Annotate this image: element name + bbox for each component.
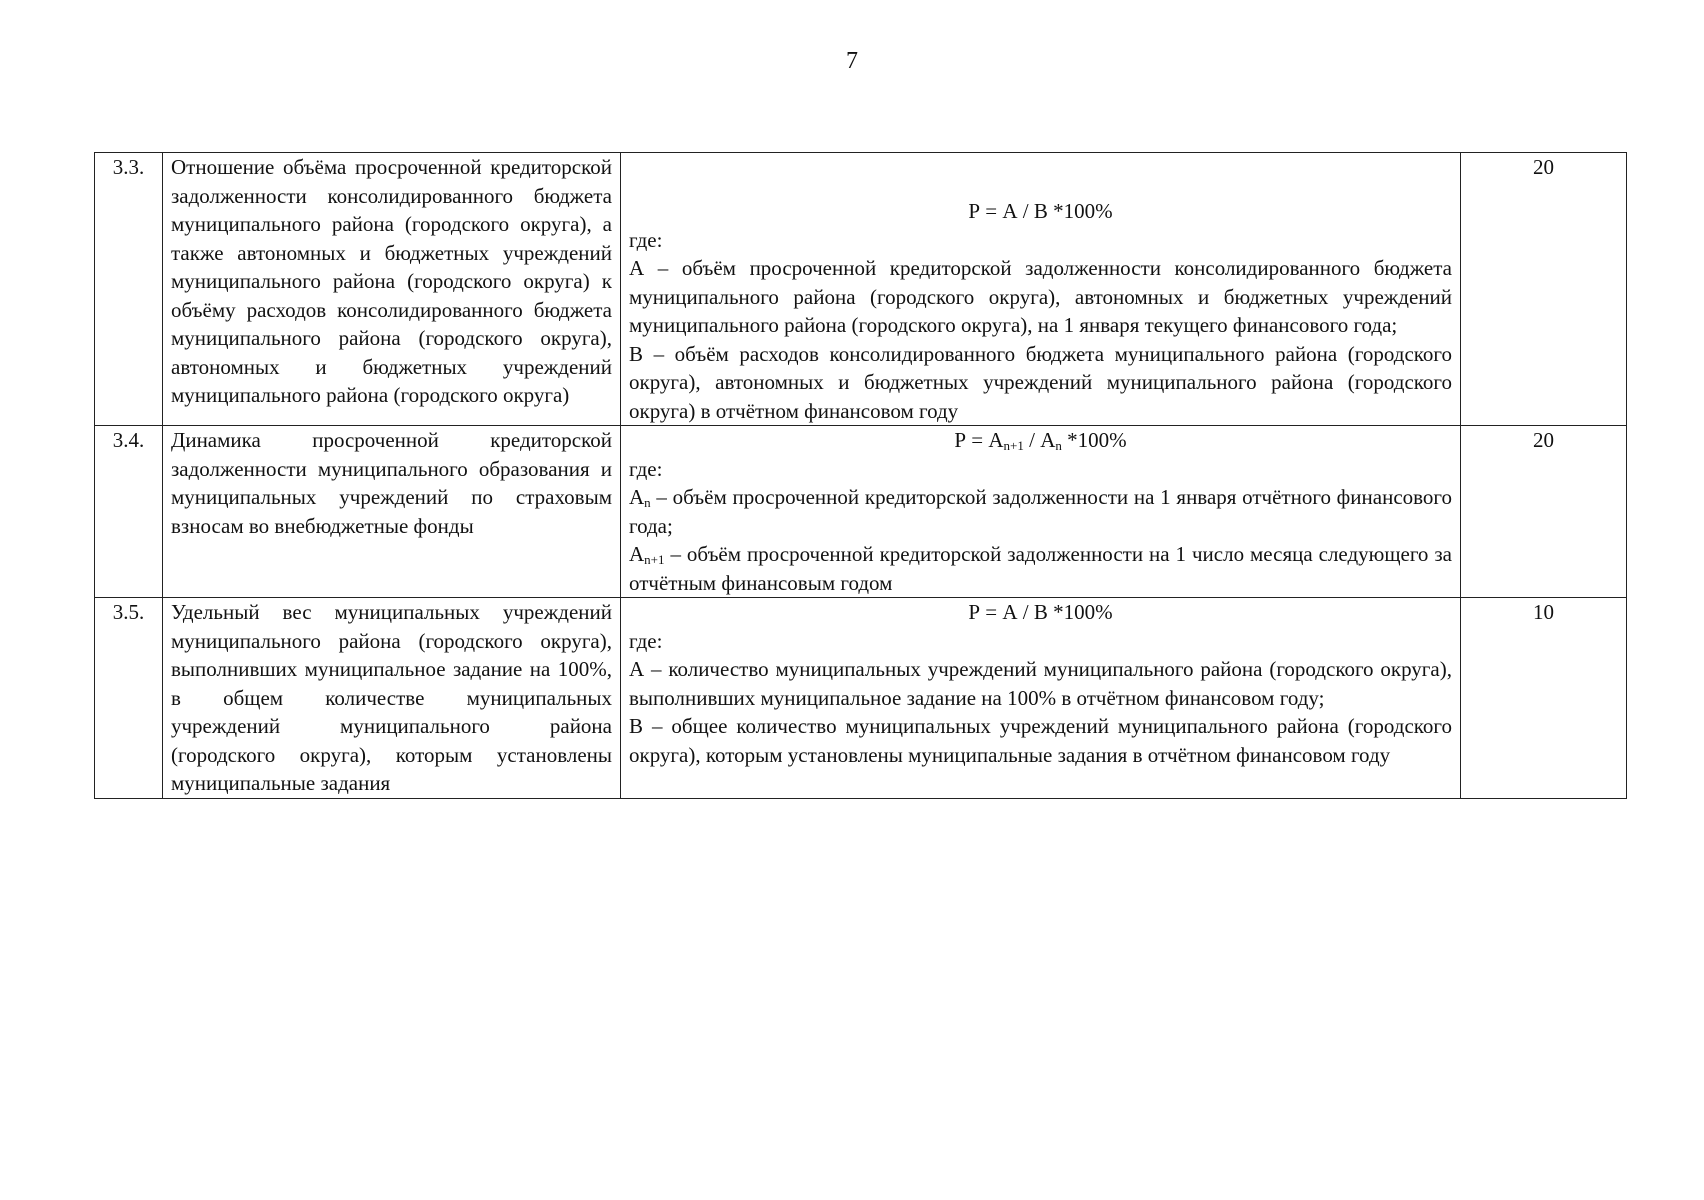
table-row: [95, 598, 1627, 799]
formula-part: *100%: [1061, 428, 1127, 452]
table-row: [95, 153, 1627, 426]
formula: Р = А / В *100%: [968, 199, 1113, 223]
page-number: 7: [846, 48, 858, 74]
formula-cell: [621, 153, 1461, 426]
row-number: 3.4.: [95, 426, 163, 598]
row-number: 3.5.: [95, 598, 163, 799]
where-label: где:: [629, 628, 663, 653]
symbol: А: [629, 542, 645, 566]
formula-part: Р = А: [954, 428, 1004, 452]
formula-cell: [621, 426, 1461, 598]
definition-text: – объём просроченной кредиторской задолженности на 1 января отчётного финансового года;: [629, 485, 1452, 538]
formula-subscript: n: [1055, 438, 1062, 453]
indicator-name: Динамика просроченной кредиторской задолженности муниципального образования и муниципальных учреждений по страховым взносам во внебюджетные фонды: [163, 426, 621, 598]
formula-subscript: n+1: [1003, 438, 1024, 453]
score-value: 10: [1461, 598, 1627, 799]
score-value: 20: [1461, 153, 1627, 426]
symbol-subscript: n+1: [644, 552, 665, 567]
definition-a: А – объём просроченной кредиторской задолженности консолидированного бюджета муниципального района (городского округа), автономных и бюджетных учреждений муниципального района (городского округа), на 1 января текущего финансового года;: [629, 256, 1452, 337]
table-row: [95, 426, 1627, 598]
symbol-subscript: n: [644, 495, 651, 510]
definition-a: [629, 483, 1452, 540]
indicator-name: Отношение объёма просроченной кредиторской задолженности консолидированного бюджета муниципального района (городского округа), а также автономных и бюджетных учреждений муниципального района (городского округа) к объёму расходов консолидированного бюджета муниципального района (городского округа), автономных и бюджетных учреждений муниципального района (городского округа): [163, 153, 621, 426]
where-label: где:: [629, 227, 663, 252]
definition-b: В – объём расходов консолидированного бюджета муниципального района (городского округа), автономных и бюджетных учреждений муниципального района (городского округа) в отчётном финансовом году: [629, 341, 1452, 423]
where-label: где:: [629, 456, 663, 481]
score-value: 20: [1461, 426, 1627, 598]
symbol: А: [629, 485, 645, 509]
formula-part: / А: [1023, 428, 1056, 452]
row-number: 3.3.: [95, 153, 163, 426]
indicator-name: Удельный вес муниципальных учреждений муниципального района (городского округа), выполнивших муниципальное задание на 100%, в общем количестве муниципальных учреждений муниципального района (городского округа), которым установлены муниципальные задания: [163, 598, 621, 799]
definition-text: – объём просроченной кредиторской задолженности на 1 число месяца следующего за отчётным финансовым годом: [629, 542, 1452, 595]
criteria-table: [94, 152, 1627, 799]
formula: Р = А / В *100%: [968, 600, 1113, 624]
definition-b: В – общее количество муниципальных учреждений муниципального района (городского округа), которым установлены муниципальные задания в отчётном финансовом году: [629, 714, 1452, 767]
definition-b: [629, 540, 1452, 597]
formula: [629, 426, 1452, 455]
formula-spacer: [629, 153, 1452, 197]
formula-cell: [621, 598, 1461, 799]
definition-a: А – количество муниципальных учреждений муниципального района (городского округа), выполнивших муниципальное задание на 100% в отчётном финансовом году;: [629, 657, 1452, 710]
